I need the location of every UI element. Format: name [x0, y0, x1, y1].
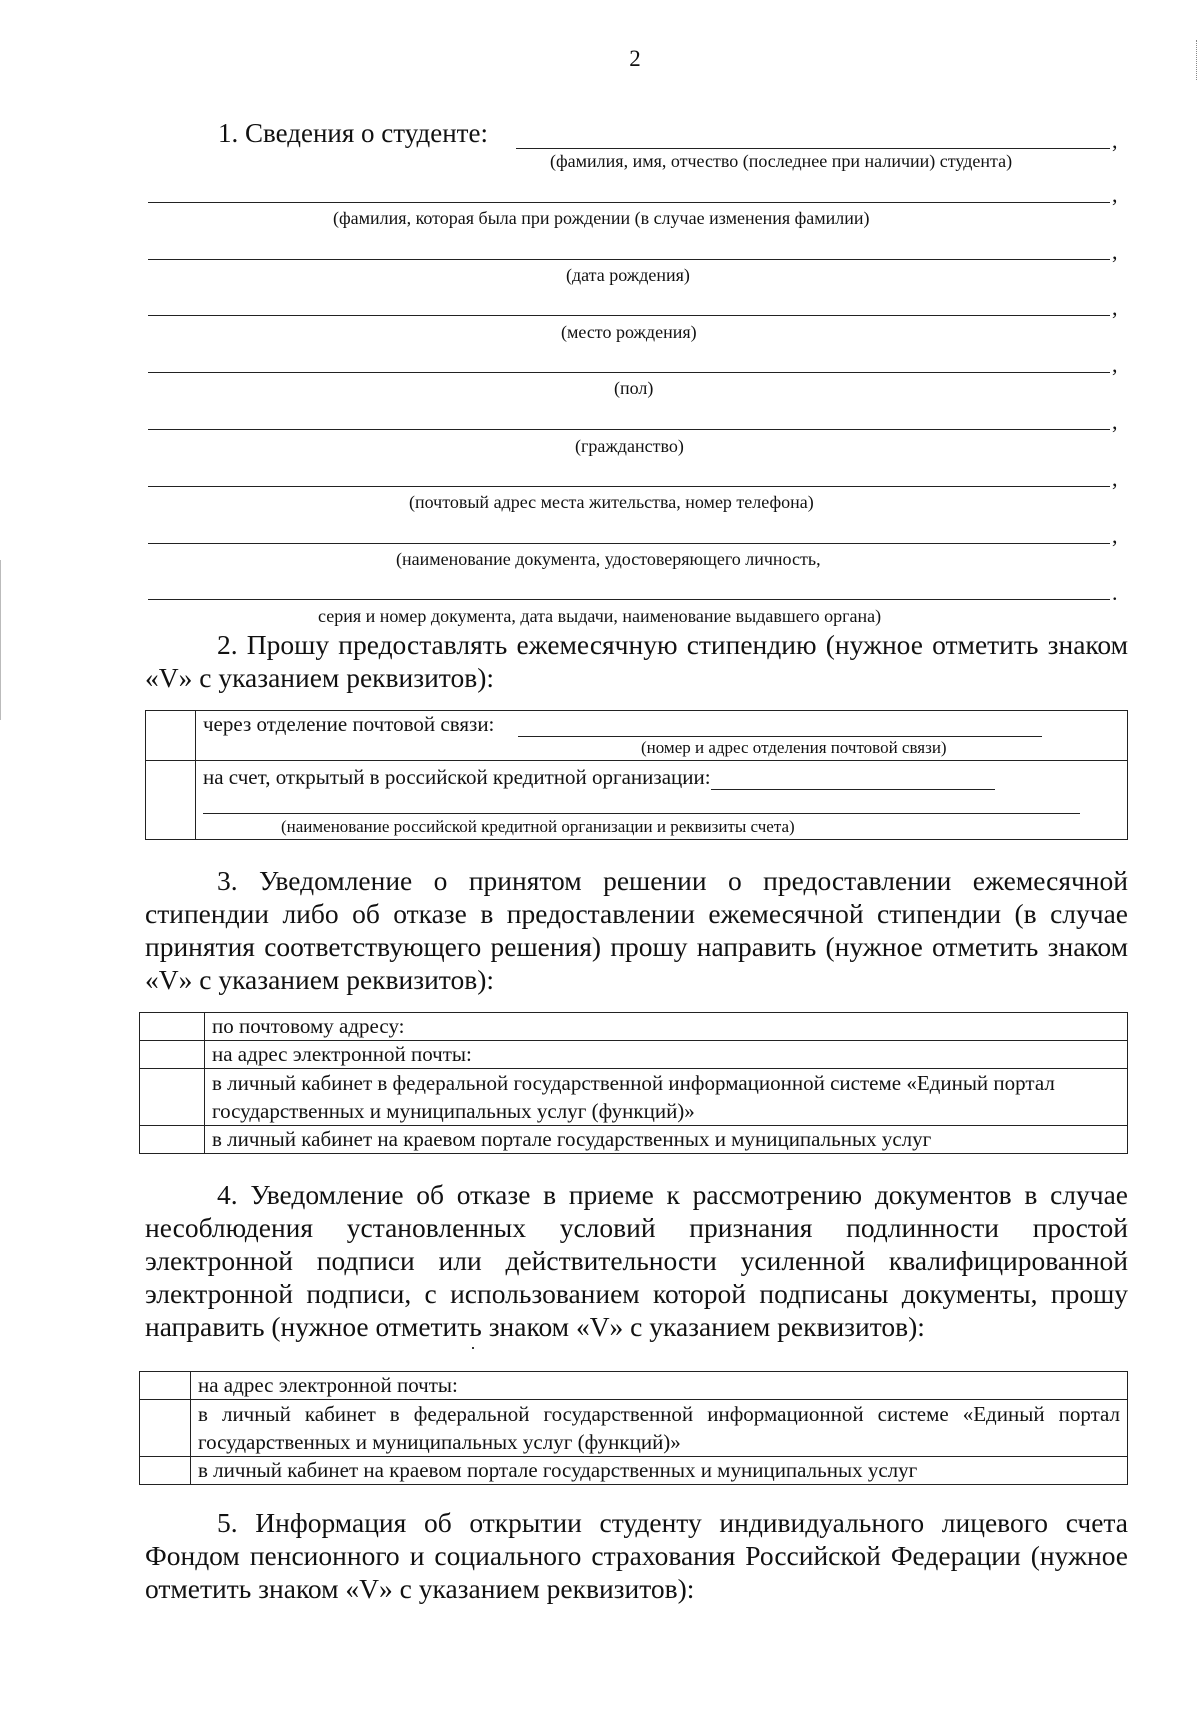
option-gosuslugi: в личный кабинет в федеральной государственной информационной системе «Единый портал государственных и муниципальных услуг (функций)»	[191, 1400, 1128, 1457]
period: .	[1112, 580, 1118, 605]
page-number: 2	[629, 46, 641, 71]
caption-birth-place: (место рождения)	[561, 322, 697, 342]
checkbox-bank-account[interactable]	[146, 761, 196, 840]
table-row	[146, 711, 1128, 761]
table-row	[140, 1041, 1128, 1069]
comma: ,	[1112, 466, 1118, 491]
checkbox-post-office[interactable]	[146, 711, 196, 761]
checkbox-gosuslugi[interactable]	[140, 1069, 205, 1126]
checkbox-regional-portal[interactable]	[140, 1457, 191, 1485]
citizenship-field[interactable]	[148, 429, 1110, 430]
option-regional-portal: в личный кабинет на краевом портале государственных и муниципальных услуг	[191, 1457, 1128, 1485]
comma: ,	[1112, 352, 1118, 377]
caption-full-name: (фамилия, имя, отчество (последнее при наличии) студента)	[550, 151, 1013, 171]
caption-bank-account: (наименование российской кредитной организации и реквизиты счета)	[281, 817, 795, 836]
option-regional-portal: в личный кабинет на краевом портале государственных и муниципальных услуг	[205, 1126, 1128, 1154]
post-office-field[interactable]	[518, 716, 1042, 737]
option-gosuslugi: в личный кабинет в федеральной государственной информационной системе «Единый портал государственных и муниципальных услуг (функций)»	[205, 1069, 1128, 1126]
caption-id-document: (наименование документа, удостоверяющего личность,	[396, 549, 821, 569]
birth-date-field[interactable]	[148, 259, 1110, 260]
section1-heading: 1. Сведения о студенте:	[218, 118, 488, 148]
section5-text: 5. Информация об открытии студенту индивидуального лицевого счета Фондом пенсионного и социального страхования Российской Федерации (нужное отметить знаком «V» с указанием реквизитов):	[145, 1507, 1128, 1604]
caption-birth-surname: (фамилия, которая была при рождении (в случае изменения фамилии)	[333, 208, 870, 228]
table-row	[140, 1400, 1128, 1457]
sex-field[interactable]	[148, 372, 1110, 373]
table-row	[140, 1457, 1128, 1485]
birth-place-field[interactable]	[148, 315, 1110, 316]
comma: ,	[1112, 239, 1118, 264]
comma: ,	[1112, 409, 1118, 434]
bank-account-cell	[196, 761, 1128, 840]
section2-text: 2. Прошу предоставлять ежемесячную стипендию (нужное отметить знаком «V» с указанием реквизитов):	[145, 629, 1128, 693]
checkbox-gosuslugi[interactable]	[140, 1400, 191, 1457]
decision-notice-table	[139, 1012, 1128, 1154]
table-row	[140, 1372, 1128, 1400]
section3-text: 3. Уведомление о принятом решении о предоставлении ежемесячной стипендии либо об отказе в предоставлении ежемесячной стипендии (в случае принятия соответствующего решения) прошу направить (нужное отметить знаком «V» с указанием реквизитов):	[145, 865, 1128, 995]
bank-account-field[interactable]	[711, 769, 995, 790]
table-row	[140, 1126, 1128, 1154]
option-email: на адрес электронной почты:	[191, 1372, 1128, 1400]
address-phone-field[interactable]	[148, 486, 1110, 487]
rejection-notice-table	[139, 1371, 1128, 1485]
comma: ,	[1112, 182, 1118, 207]
caption-sex: (пол)	[614, 378, 654, 398]
caption-address-phone: (почтовый адрес места жительства, номер телефона)	[409, 492, 814, 512]
checkbox-email[interactable]	[140, 1372, 191, 1400]
student-name-field[interactable]	[516, 148, 1110, 149]
bank-account-label: на счет, открытый в российской кредитной организации:	[203, 765, 711, 789]
post-office-cell	[196, 711, 1128, 761]
caption-id-details: серия и номер документа, дата выдачи, наименование выдавшего органа)	[318, 606, 882, 626]
table-row	[140, 1069, 1128, 1126]
table-row	[146, 761, 1128, 840]
comma: ,	[1112, 128, 1118, 153]
comma: ,	[1112, 295, 1118, 320]
bank-details-field[interactable]	[203, 791, 1080, 814]
caption-citizenship: (гражданство)	[575, 436, 684, 456]
caption-birth-date: (дата рождения)	[566, 265, 690, 285]
table-row	[140, 1013, 1128, 1041]
caption-post-office: (номер и адрес отделения почтовой связи)	[641, 738, 947, 757]
checkbox-email[interactable]	[140, 1041, 205, 1069]
comma: ,	[1112, 523, 1118, 548]
id-document-field[interactable]	[148, 543, 1110, 544]
section4-text: 4. Уведомление об отказе в приеме к рассмотрению документов в случае несоблюдения установленных условий признания подлинности простой электронной подписи или действительности усиленной квалифицированной электронной подписи, с использованием которой подписаны документы, прошу направить (нужное отметить знаком «V» с указанием реквизитов):	[145, 1179, 1128, 1342]
stipend-method-table	[145, 710, 1128, 840]
scan-left-edge	[0, 560, 2, 720]
option-postal: по почтовому адресу:	[205, 1013, 1128, 1041]
speck	[472, 1347, 474, 1349]
birth-surname-field[interactable]	[148, 202, 1110, 203]
id-document-details-field[interactable]	[148, 599, 1110, 600]
post-office-label: через отделение почтовой связи:	[203, 712, 495, 736]
option-email: на адрес электронной почты:	[205, 1041, 1128, 1069]
checkbox-regional-portal[interactable]	[140, 1126, 205, 1154]
checkbox-postal[interactable]	[140, 1013, 205, 1041]
